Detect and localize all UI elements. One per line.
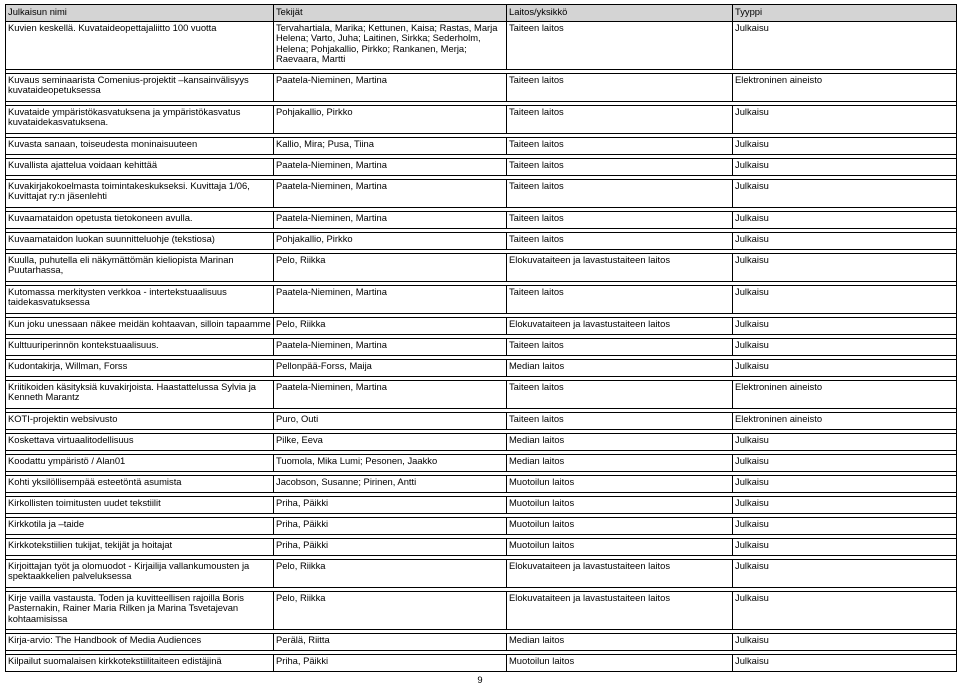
type-cell: Julkaisu: [733, 21, 957, 69]
type-cell: Julkaisu: [733, 211, 957, 228]
type-cell: Julkaisu: [733, 559, 957, 587]
publication-title-cell: Kuvaamataidon opetusta tietokoneen avulla.: [6, 211, 274, 228]
type-cell: Julkaisu: [733, 517, 957, 534]
authors-cell: Paatela-Nieminen, Martina: [274, 179, 507, 207]
type-cell: Julkaisu: [733, 285, 957, 313]
authors-cell: Pellonpää-Forss, Maija: [274, 359, 507, 376]
department-cell: Elokuvataiteen ja lavastustaiteen laitos: [507, 317, 733, 334]
department-cell: Muotoilun laitos: [507, 517, 733, 534]
table-row: [6, 538, 957, 555]
publication-title-cell: Kirkkotekstiilien tukijat, tekijät ja hoitajat: [6, 538, 274, 555]
authors-cell: Pilke, Eeva: [274, 433, 507, 450]
publication-title-cell: Kudontakirja, Willman, Forss: [6, 359, 274, 376]
table-row: [6, 317, 957, 334]
table-row: [6, 338, 957, 355]
publication-title-cell: Kriitikoiden käsityksiä kuvakirjoista. Haastattelussa Sylvia ja Kenneth Marantz: [6, 380, 274, 408]
department-cell: Muotoilun laitos: [507, 654, 733, 671]
department-cell: Taiteen laitos: [507, 412, 733, 429]
table-row: [6, 73, 957, 101]
department-cell: Taiteen laitos: [507, 338, 733, 355]
authors-cell: Puro, Outi: [274, 412, 507, 429]
department-cell: Taiteen laitos: [507, 380, 733, 408]
department-cell: Taiteen laitos: [507, 73, 733, 101]
authors-cell: Pelo, Riikka: [274, 253, 507, 281]
publication-title-cell: KOTI-projektin websivusto: [6, 412, 274, 429]
table-row: [6, 211, 957, 228]
type-cell: Julkaisu: [733, 496, 957, 513]
authors-cell: Paatela-Nieminen, Martina: [274, 285, 507, 313]
table-row: [6, 179, 957, 207]
publication-title-cell: Kirja-arvio: The Handbook of Media Audiences: [6, 633, 274, 650]
publication-title-cell: Kuvasta sanaan, toiseudesta moninaisuuteen: [6, 137, 274, 154]
table-row: [6, 591, 957, 629]
table-body: [6, 21, 957, 671]
department-cell: Taiteen laitos: [507, 179, 733, 207]
publication-title-cell: Koskettava virtuaalitodellisuus: [6, 433, 274, 450]
publication-title-cell: Kun joku unessaan näkee meidän kohtaavan, silloin tapaamme: [6, 317, 274, 334]
authors-cell: Pelo, Riikka: [274, 559, 507, 587]
department-cell: Elokuvataiteen ja lavastustaiteen laitos: [507, 591, 733, 629]
header-department: Laitos/yksikkö: [507, 5, 733, 22]
table-row: [6, 21, 957, 69]
page-number: 9: [477, 674, 483, 685]
table-row: [6, 137, 957, 154]
header-title: Julkaisun nimi: [6, 5, 274, 22]
authors-cell: Tervahartiala, Marika; Kettunen, Kaisa; Rastas, Marja Helena; Varto, Juha; Laitinen, Sirkka; Sederholm, Helena; Pohjakallio, Pirkko; Rankanen, Merja; Raevaara, Martti: [274, 21, 507, 69]
publication-title-cell: Kilpailut suomalaisen kirkkotekstiilitaiteen edistäjinä: [6, 654, 274, 671]
table-row: [6, 232, 957, 249]
table-row: [6, 454, 957, 471]
publication-title-cell: Koodattu ympäristö / Alan01: [6, 454, 274, 471]
table-row: [6, 654, 957, 671]
type-cell: Julkaisu: [733, 433, 957, 450]
publication-title-cell: Kuvaus seminaarista Comenius-projektit –kansainvälisyys kuvataideopetuksessa: [6, 73, 274, 101]
publications-table: [5, 4, 957, 672]
authors-cell: Pelo, Riikka: [274, 317, 507, 334]
type-cell: Julkaisu: [733, 359, 957, 376]
type-cell: Elektroninen aineisto: [733, 380, 957, 408]
authors-cell: Kallio, Mira; Pusa, Tiina: [274, 137, 507, 154]
publication-title-cell: Kirjoittajan työt ja olomuodot - Kirjailija vallankumousten ja spektaakkelien palveluksessa: [6, 559, 274, 587]
table-row: [6, 359, 957, 376]
table-row: [6, 496, 957, 513]
authors-cell: Tuomola, Mika Lumi; Pesonen, Jaakko: [274, 454, 507, 471]
type-cell: Julkaisu: [733, 317, 957, 334]
table-row: [6, 380, 957, 408]
table-row: [6, 253, 957, 281]
type-cell: Julkaisu: [733, 454, 957, 471]
authors-cell: Paatela-Nieminen, Martina: [274, 211, 507, 228]
authors-cell: Priha, Päikki: [274, 496, 507, 513]
publication-title-cell: Kutomassa merkitysten verkkoa - intertekstuaalisuus taidekasvatuksessa: [6, 285, 274, 313]
authors-cell: Pelo, Riikka: [274, 591, 507, 629]
department-cell: Muotoilun laitos: [507, 475, 733, 492]
type-cell: Julkaisu: [733, 654, 957, 671]
authors-cell: Paatela-Nieminen, Martina: [274, 73, 507, 101]
department-cell: Median laitos: [507, 433, 733, 450]
publication-title-cell: Kirkollisten toimitusten uudet tekstiilit: [6, 496, 274, 513]
table-row: [6, 559, 957, 587]
type-cell: Julkaisu: [733, 105, 957, 133]
authors-cell: Perälä, Riitta: [274, 633, 507, 650]
department-cell: Taiteen laitos: [507, 21, 733, 69]
authors-cell: Paatela-Nieminen, Martina: [274, 380, 507, 408]
department-cell: Taiteen laitos: [507, 137, 733, 154]
type-cell: Julkaisu: [733, 158, 957, 175]
publication-title-cell: Kuvien keskellä. Kuvataideopettajaliitto 100 vuotta: [6, 21, 274, 69]
authors-cell: Pohjakallio, Pirkko: [274, 232, 507, 249]
type-cell: Julkaisu: [733, 538, 957, 555]
publication-title-cell: Kirje vailla vastausta. Toden ja kuvitteellisen rajoilla Boris Pasternakin, Rainer Maria Rilken ja Marina Tsvetajevan kohtaamisissa: [6, 591, 274, 629]
type-cell: Julkaisu: [733, 253, 957, 281]
type-cell: Julkaisu: [733, 232, 957, 249]
department-cell: Median laitos: [507, 633, 733, 650]
type-cell: Julkaisu: [733, 591, 957, 629]
table-row: [6, 285, 957, 313]
department-cell: Taiteen laitos: [507, 105, 733, 133]
table-row: [6, 158, 957, 175]
publication-title-cell: Kohti yksilöllisempää esteetöntä asumista: [6, 475, 274, 492]
authors-cell: Jacobson, Susanne; Pirinen, Antti: [274, 475, 507, 492]
department-cell: Muotoilun laitos: [507, 496, 733, 513]
authors-cell: Paatela-Nieminen, Martina: [274, 338, 507, 355]
publication-title-cell: Kuulla, puhutella eli näkymättömän kieliopista Marinan Puutarhassa,: [6, 253, 274, 281]
header-type: Tyyppi: [733, 5, 957, 22]
type-cell: Julkaisu: [733, 338, 957, 355]
publication-title-cell: Kuvaamataidon luokan suunnitteluohje (tekstiosa): [6, 232, 274, 249]
publication-title-cell: Kulttuuriperinnön kontekstuaalisuus.: [6, 338, 274, 355]
department-cell: Elokuvataiteen ja lavastustaiteen laitos: [507, 253, 733, 281]
publication-title-cell: Kirkkotila ja –taide: [6, 517, 274, 534]
publication-title-cell: Kuvallista ajattelua voidaan kehittää: [6, 158, 274, 175]
department-cell: Elokuvataiteen ja lavastustaiteen laitos: [507, 559, 733, 587]
publication-title-cell: Kuvataide ympäristökasvatuksena ja ympäristökasvatus kuvataidekasvatuksena.: [6, 105, 274, 133]
table-row: [6, 105, 957, 133]
department-cell: Muotoilun laitos: [507, 538, 733, 555]
header-authors: Tekijät: [274, 5, 507, 22]
type-cell: Julkaisu: [733, 475, 957, 492]
department-cell: Taiteen laitos: [507, 211, 733, 228]
table-row: [6, 433, 957, 450]
type-cell: Julkaisu: [733, 179, 957, 207]
publication-title-cell: Kuvakirjakokoelmasta toimintakeskukseksi. Kuvittaja 1/06, Kuvittajat ry:n jäsenlehti: [6, 179, 274, 207]
type-cell: Julkaisu: [733, 137, 957, 154]
authors-cell: Priha, Päikki: [274, 517, 507, 534]
type-cell: Elektroninen aineisto: [733, 73, 957, 101]
authors-cell: Paatela-Nieminen, Martina: [274, 158, 507, 175]
table-header-row: [6, 5, 957, 22]
department-cell: Median laitos: [507, 359, 733, 376]
type-cell: Elektroninen aineisto: [733, 412, 957, 429]
table-row: [6, 475, 957, 492]
department-cell: Taiteen laitos: [507, 232, 733, 249]
table-row: [6, 517, 957, 534]
authors-cell: Priha, Päikki: [274, 654, 507, 671]
table-row: [6, 412, 957, 429]
table-row: [6, 633, 957, 650]
authors-cell: Priha, Päikki: [274, 538, 507, 555]
type-cell: Julkaisu: [733, 633, 957, 650]
department-cell: Taiteen laitos: [507, 158, 733, 175]
authors-cell: Pohjakallio, Pirkko: [274, 105, 507, 133]
department-cell: Taiteen laitos: [507, 285, 733, 313]
department-cell: Median laitos: [507, 454, 733, 471]
